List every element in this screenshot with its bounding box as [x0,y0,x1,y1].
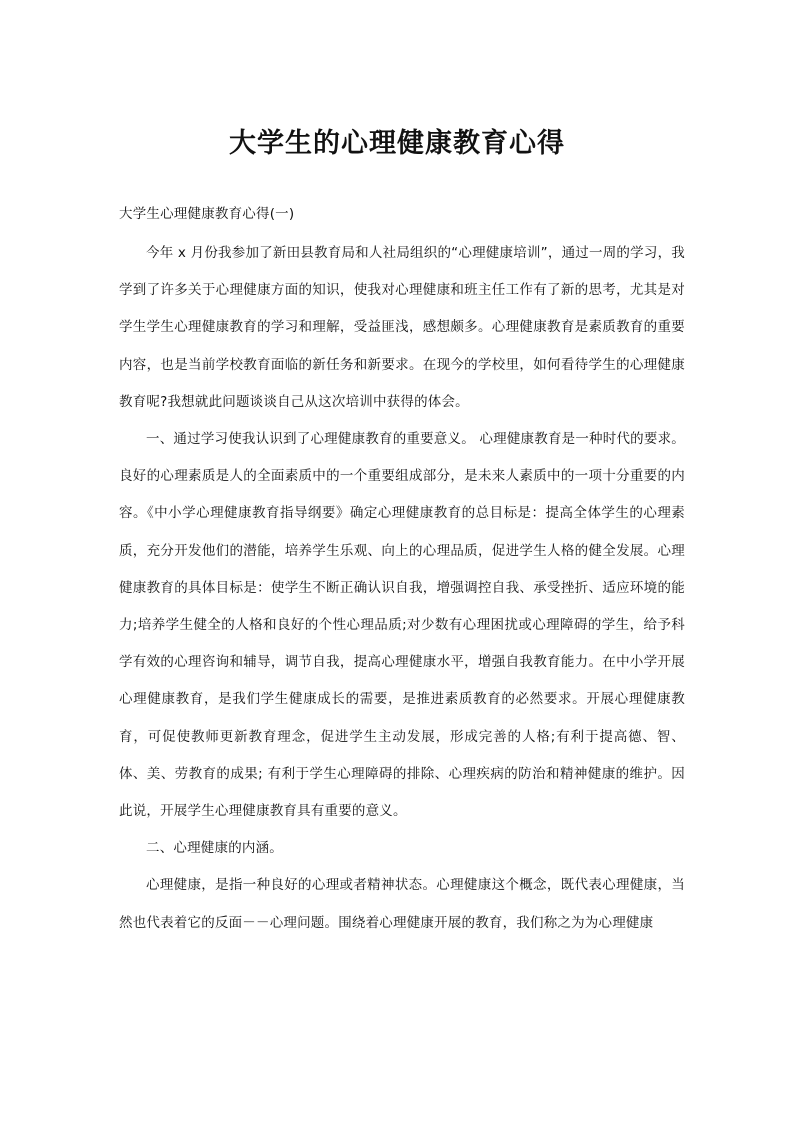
paragraph-connotation: 心理健康，是指一种良好的心理或者精神状态。心理健康这个概念，既代表心理健康，当然也代表着它的反面－－心理问题。围绕着心理健康开展的教育，我们称之为为心理健康 [119,877,685,931]
document-title: 大学生的心理健康教育心得 [229,128,565,159]
paragraph-significance: 一、通过学习使我认识到了心理健康教育的重要意义。 心理健康教育是一种时代的要求。良好的心理素质是人的全面素质中的一个重要组成部分，是未来人素质中的一项十分重要的内容。《中小学心理健康教育指导纲要》确定心理健康教育的总目标是：提高全体学生的心理素质，充分开发他们的潜能，培养学生乐观、向上的心理品质，促进学生人格的健全发展。心理健康教育的具体目标是：使学生不断正确认识自我，增强调控自我、承受挫折、适应环境的能力;培养学生健全的人格和良好的个性心理品质;对少数有心理困扰或心理障碍的学生，给予科学有效的心理咨询和辅导，调节自我，提高心理健康水平，增强自我教育能力。在中小学开展心理健康教育，是我们学生健康成长的需要，是推进素质教育的必然要求。开展心理健康教育，可促使教师更新教育理念，促进学生主动发展，形成完善的人格;有利于提高德、智、体、美、劳教育的成果; 有利于学生心理障碍的排除、心理疾病的防治和精神健康的维护。因此说，开展学生心理健康教育具有重要的意义。 [119,431,685,820]
paragraph-heading-connotation: 二、心理健康的内涵。 [146,840,283,857]
document-body [119,200,685,942]
section-subtitle: 大学生心理健康教育心得(一) [119,206,295,222]
paragraph-intro: 今年 x 月份我参加了新田县教育局和人社局组织的“心理健康培训”，通过一周的学习，我学到了许多关于心理健康方面的知识，使我对心理健康和班主任工作有了新的思考，尤其是对学生学生心理健康教育的学习和理解，受益匪浅，感想颇多。心理健康教育是素质教育的重要内容，也是当前学校教育面临的新任务和新要求。在现今的学校里，如何看待学生的心理健康教育呢?我想就此问题谈谈自己从这次培训中获得的体会。 [119,245,685,410]
